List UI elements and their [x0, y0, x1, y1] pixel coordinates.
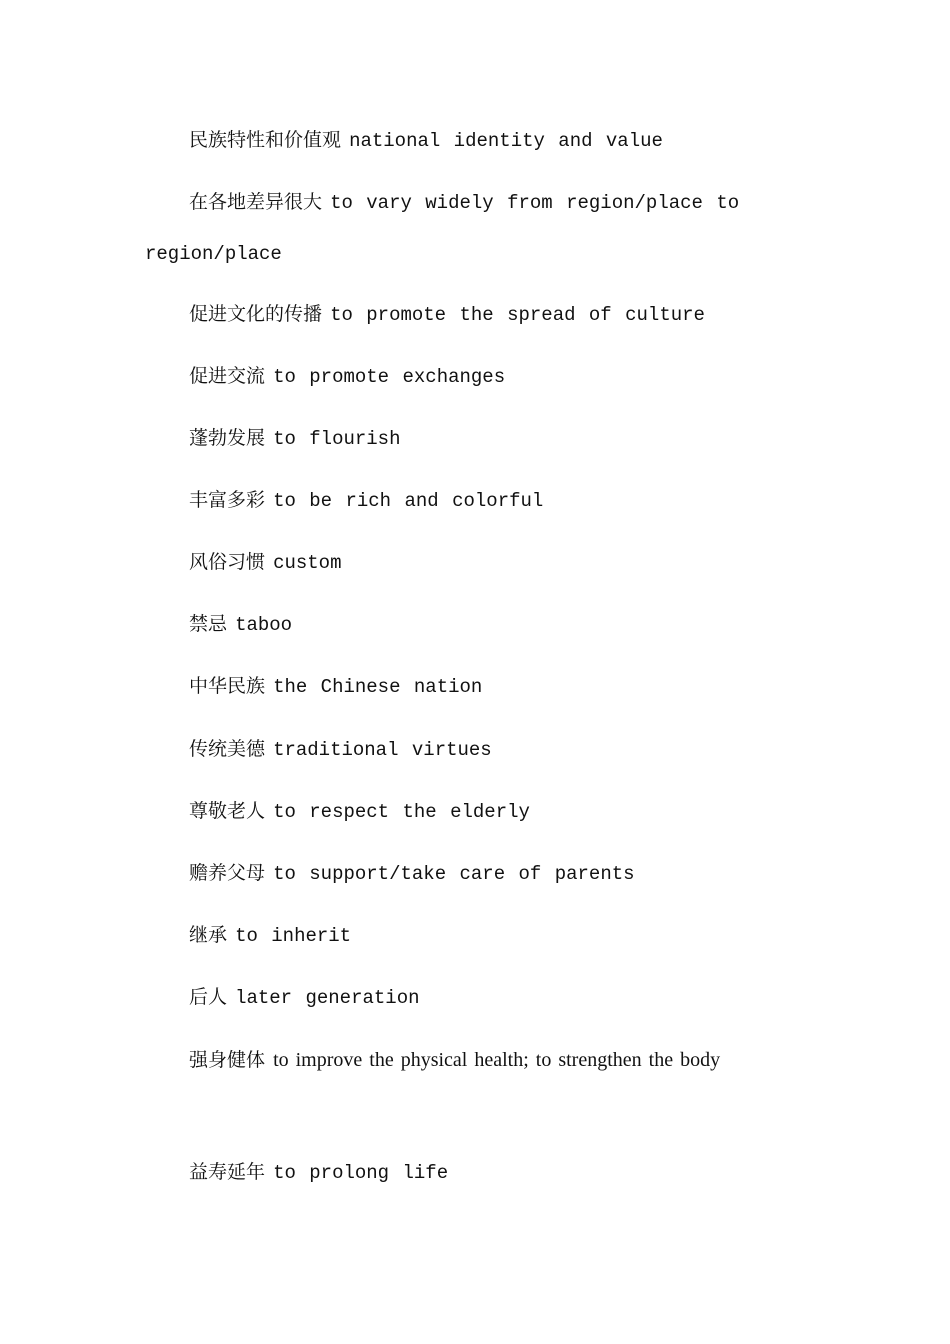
english-translation: to support/take care of parents	[273, 863, 635, 885]
english-translation: taboo	[235, 614, 293, 636]
chinese-term: 尊敬老人	[189, 800, 266, 822]
vocab-entry	[145, 910, 815, 961]
chinese-term: 民族特性和价值观	[189, 129, 342, 151]
chinese-term: 中华民族	[189, 675, 266, 697]
vocab-entry	[145, 848, 815, 899]
english-translation: to flourish	[273, 428, 401, 450]
english-translation: to inherit	[235, 925, 352, 947]
english-translation: traditional virtues	[273, 739, 492, 761]
english-translation: to prolong life	[273, 1162, 449, 1184]
chinese-term: 益寿延年	[189, 1161, 266, 1183]
chinese-term: 在各地差异很大	[189, 191, 323, 213]
vocab-entry	[145, 115, 815, 166]
english-translation: the Chinese nation	[273, 676, 483, 698]
vocab-entry	[145, 537, 815, 588]
chinese-term: 后人	[189, 986, 228, 1008]
english-translation: to be rich and colorful	[273, 490, 544, 512]
vocab-entry	[145, 599, 815, 650]
vocab-entry	[145, 972, 815, 1023]
vocab-entry	[145, 177, 815, 279]
vocab-entry	[145, 289, 815, 340]
chinese-term: 促进交流	[189, 365, 266, 387]
vocab-entry	[145, 1147, 815, 1198]
vocab-entry	[145, 1035, 815, 1085]
chinese-term: 蓬勃发展	[189, 427, 266, 449]
chinese-term: 继承	[189, 924, 228, 946]
english-translation: custom	[273, 552, 342, 574]
english-translation: to vary widely from region/place to region/place	[145, 192, 740, 265]
vocab-entry	[145, 724, 815, 775]
chinese-term: 风俗习惯	[189, 551, 266, 573]
chinese-term: 丰富多彩	[189, 489, 266, 511]
vocab-entry	[145, 413, 815, 464]
chinese-term: 禁忌	[189, 613, 228, 635]
vocab-entry	[145, 786, 815, 837]
chinese-term: 强身健体	[189, 1049, 266, 1071]
english-translation: to promote the spread of culture	[330, 304, 705, 326]
english-translation: to respect the elderly	[273, 801, 530, 823]
chinese-term: 促进文化的传播	[189, 303, 323, 325]
english-translation: later generation	[235, 987, 420, 1009]
english-translation: to promote exchanges	[273, 366, 506, 388]
chinese-term: 传统美德	[189, 738, 266, 760]
vocab-entry	[145, 351, 815, 402]
english-translation: to improve the physical health; to strengthen the body	[273, 1049, 721, 1071]
chinese-term: 赡养父母	[189, 862, 266, 884]
english-translation: national identity and value	[349, 130, 663, 152]
vocab-entry	[145, 661, 815, 712]
vocab-entry	[145, 475, 815, 526]
